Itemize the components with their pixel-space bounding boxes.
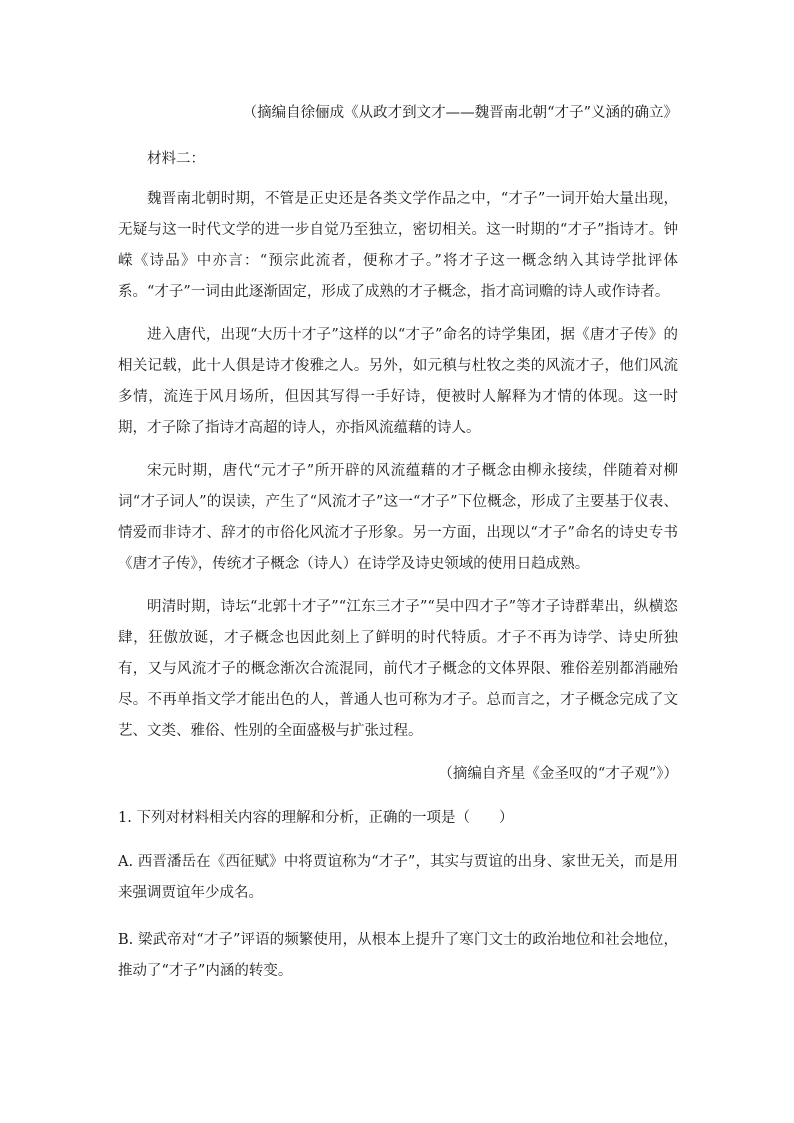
question-1-option-b: B. 梁武帝对“才子”评语的频繁使用，从根本上提升了寒门文士的政治地位和社会地位，推动了“才子”内涵的转变。 (118, 932, 678, 979)
document-body (118, 100, 678, 987)
source-citation-1: （摘编自徐俪成《从政才到文才——魏晋南北朝“才子”义涵的确立》 (242, 105, 678, 121)
material-2-heading: 材料二： (147, 151, 205, 167)
source-citation-2: （摘编自齐星《金圣叹的“才子观”》） (438, 766, 678, 782)
paragraph-3: 宋元时期，唐代“元才子”所开辟的风流蕴藉的才子概念由柳永接续，伴随着对柳词“才子词人”的误读，产生了“风流才子”这一“才子”下位概念，形成了主要基于仪表、情爱而非诗才、辞才的市俗化风流才子形象。另一方面，出现以“才子”命名的诗史专书《唐才子传》，传统才子概念（诗人）在诗学及诗史领域的使用日趋成熟。 (118, 463, 678, 572)
paragraph-2: 进入唐代，出现“大历十才子”这样的以“才子”命名的诗学集团，据《唐才子传》的相关记载，此十人俱是诗才俊雅之人。另外，如元稹与杜牧之类的风流才子，他们风流多情，流连于风月场所，但因其写得一手好诗，便被时人解释为才情的体现。这一时期，才子除了指诗才高超的诗人，亦指风流蕴藉的诗人。 (118, 327, 678, 436)
paragraph-4: 明清时期，诗坛“北郭十才子”“江东三才子”“吴中四才子”等才子诗群辈出，纵横恣肆，狂傲放诞，才子概念也因此刻上了鲜明的时代特质。才子不再为诗学、诗史所独有，又与风流才子的概念渐次合流混同，前代才子概念的文体界限、雅俗差别都消融殆尽。不再单指文学才能出色的人，普通人也可称为才子。总而言之，才子概念完成了文艺、文类、雅俗、性别的全面盛极与扩张过程。 (118, 599, 678, 739)
paragraph-1: 魏晋南北朝时期，不管是正史还是各类文学作品之中，“才子”一词开始大量出现，无疑与这一时代文学的进一步自觉乃至独立，密切相关。这一时期的“才子”指诗才。钟嵘《诗品》中亦言：“预宗此流者，便称才子。”将才子这一概念纳入其诗学批评体系。“才子”一词由此逐渐固定，形成了成熟的才子概念，指才高词赡的诗人或作诗者。 (118, 191, 678, 300)
question-1-stem: 1. 下列对材料相关内容的理解和分析，正确的一项是（ ） (118, 810, 514, 826)
question-1-option-a: A. 西晋潘岳在《西征赋》中将贾谊称为“才子”，其实与贾谊的出身、家世无关，而是用来强调贾谊年少成名。 (118, 854, 678, 901)
